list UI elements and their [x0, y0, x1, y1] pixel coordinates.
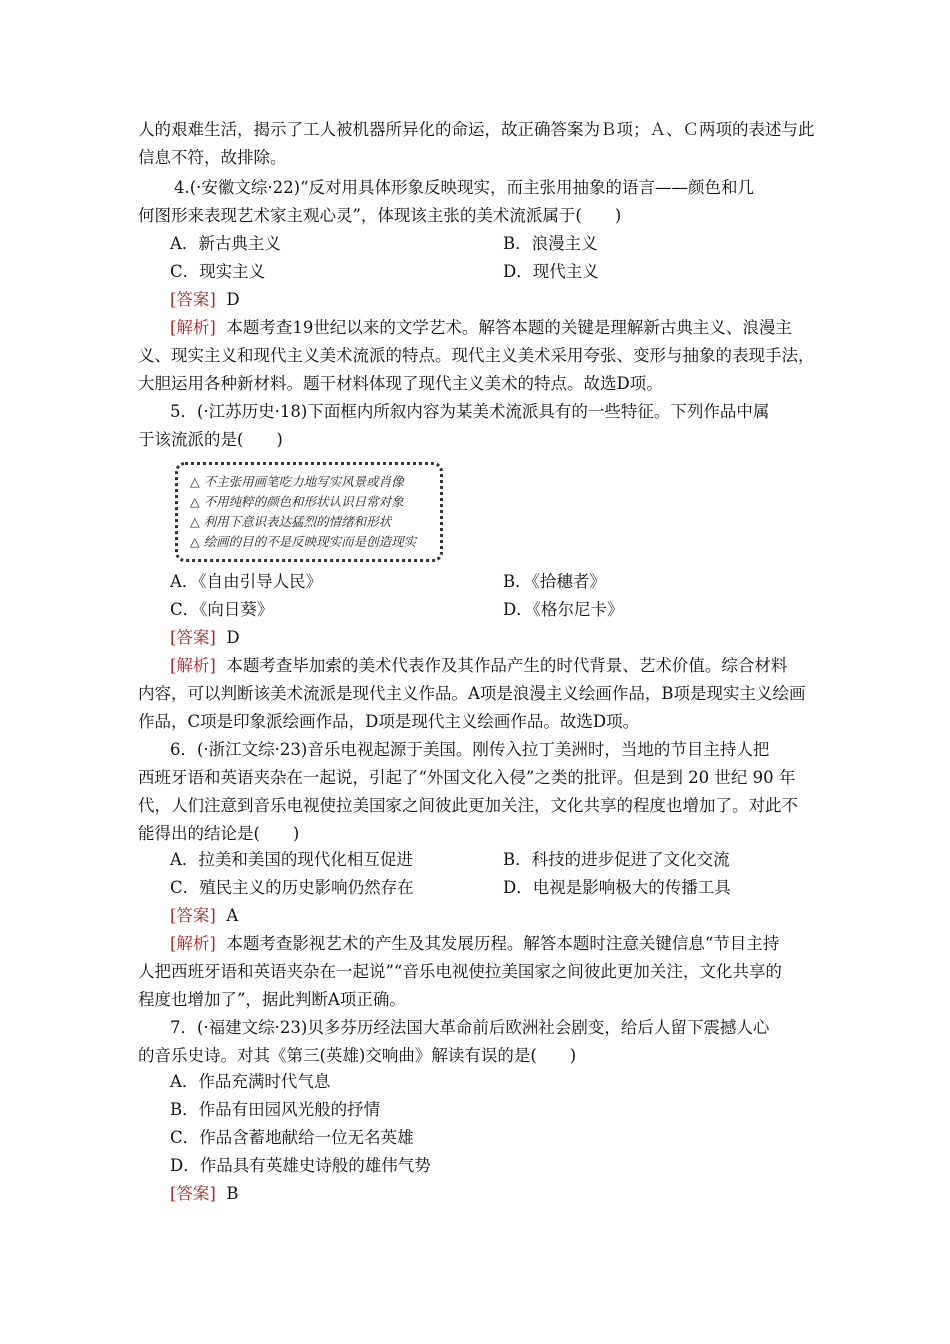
q7-option-a: A．作品充满时代气息 — [170, 1072, 331, 1091]
analysis-tag: [解析] — [170, 656, 216, 675]
analysis-text: 大胆运用各种新材料。题干材料体现了现代主义美术的特点。故选D项。 — [138, 374, 663, 393]
question-7-text: 7．(·福建文综·23)贝多芬历经法国大革命前后欧洲社会剧变，给后人留下震撼人心 — [170, 1018, 770, 1037]
analysis-text: 本题考查19世纪以来的文学艺术。解答本题的关键是理解新古典主义、浪漫主 — [226, 318, 792, 337]
analysis-tag: [解析] — [170, 318, 216, 337]
answer-value: A — [226, 906, 239, 925]
analysis-text: 本题考查毕加索的美术代表作及其作品产生的时代背景、艺术价值。综合材料 — [226, 656, 788, 675]
q6-answer — [170, 903, 238, 929]
feature-item: △ 利用下意识表达猛烈的情绪和形状 — [190, 514, 392, 529]
q5-option-b: B．《拾穗者》 — [503, 572, 606, 591]
question-4-text: 何图形来表现艺术家主观心灵”，体现该主张的美术流派属于( ) — [138, 206, 622, 225]
question-6-text: 能得出的结论是( ) — [138, 824, 300, 843]
q4-option-c: C．现实主义 — [170, 262, 266, 281]
feature-item: △ 不主张用画笔吃力地写实风景或肖像 — [190, 474, 404, 489]
question-5-text: 5．(·江苏历史·18)下面框内所叙内容为某美术流派具有的一些特征。下列作品中属 — [170, 402, 770, 421]
q7-option-d: D．作品具有英雄史诗般的雄伟气势 — [170, 1156, 431, 1175]
answer-tag: [答案] — [170, 628, 216, 647]
q7-answer — [170, 1181, 239, 1207]
analysis-text: 义、现实主义和现代主义美术流派的特点。现代主义美术采用夸张、变形与抽象的表现手法， — [138, 346, 815, 365]
answer-tag: [答案] — [170, 906, 216, 925]
answer-value: D — [226, 628, 240, 647]
intro-line: 人的艰难生活，揭示了工人被机器所异化的命运，故正确答案为Ｂ项；Ａ、Ｃ两项的表述与此 — [138, 120, 815, 139]
features-box — [175, 462, 443, 562]
q7-option-c: C．作品含蓄地献给一位无名英雄 — [170, 1128, 414, 1147]
q5-option-d: D．《格尔尼卡》 — [503, 600, 624, 619]
analysis-text: 内容，可以判断该美术流派是现代主义作品。A项是浪漫主义绘画作品，B项是现实主义绘画 — [138, 684, 806, 703]
question-6-text: 西班牙语和英语夹杂在一起说，引起了“外国文化入侵”之类的批评。但是到 20 世纪 90 年 — [138, 768, 796, 787]
q5-option-a: A．《自由引导人民》 — [170, 572, 323, 591]
question-7-text: 的音乐史诗。对其《第三(英雄)交响曲》解读有误的是( ) — [138, 1046, 577, 1065]
analysis-text: 本题考查影视艺术的产生及其发展历程。解答本题时注意关键信息“节目主持 — [226, 934, 780, 953]
q4-answer — [170, 287, 240, 313]
question-5-text: 于该流派的是( ) — [138, 430, 283, 449]
q6-option-b: B．科技的进步促进了文化交流 — [503, 850, 730, 869]
feature-item: △ 绘画的目的不是反映现实而是创造现实 — [190, 534, 417, 549]
analysis-text: 程度也增加了”，据此判断A项正确。 — [138, 990, 406, 1009]
answer-tag: [答案] — [170, 1184, 216, 1203]
q5-option-c: C．《向日葵》 — [170, 600, 274, 619]
q4-option-a: A．新古典主义 — [170, 234, 281, 253]
answer-tag: [答案] — [170, 290, 216, 309]
q5-answer — [170, 625, 240, 651]
q5-analysis — [170, 653, 787, 679]
answer-value: B — [226, 1184, 239, 1203]
feature-item: △ 不用纯粹的颜色和形状认识日常对象 — [190, 494, 404, 509]
analysis-text: 人把西班牙语和英语夹杂在一起说”“音乐电视使拉美国家之间彼此更加关注，文化共享的 — [138, 962, 782, 981]
analysis-text: 作品，C项是印象派绘画作品，D项是现代主义绘画作品。故选D项。 — [138, 712, 640, 731]
q4-option-b: B．浪漫主义 — [503, 234, 598, 253]
answer-value: D — [226, 290, 240, 309]
question-6-text: 6．(·浙江文综·23)音乐电视起源于美国。刚传入拉丁美洲时，当地的节目主持人把 — [170, 740, 770, 759]
analysis-tag: [解析] — [170, 934, 216, 953]
question-4-text: 4.(·安徽文综·22)“反对用具体形象反映现实，而主张用抽象的语言——颜色和几 — [174, 178, 755, 197]
q6-option-d: D．电视是影响极大的传播工具 — [503, 878, 731, 897]
question-6-text: 代，人们注意到音乐电视使拉美国家之间彼此更加关注，文化共享的程度也增加了。对此不 — [138, 796, 798, 815]
intro-line: 信息不符，故排除。 — [138, 148, 287, 167]
q6-option-a: A．拉美和美国的现代化相互促进 — [170, 850, 413, 869]
q6-option-c: C．殖民主义的历史影响仍然存在 — [170, 878, 414, 897]
q7-option-b: B．作品有田园风光般的抒情 — [170, 1100, 381, 1119]
q6-analysis — [170, 931, 779, 957]
q4-option-d: D．现代主义 — [503, 262, 599, 281]
q4-analysis — [170, 315, 792, 341]
